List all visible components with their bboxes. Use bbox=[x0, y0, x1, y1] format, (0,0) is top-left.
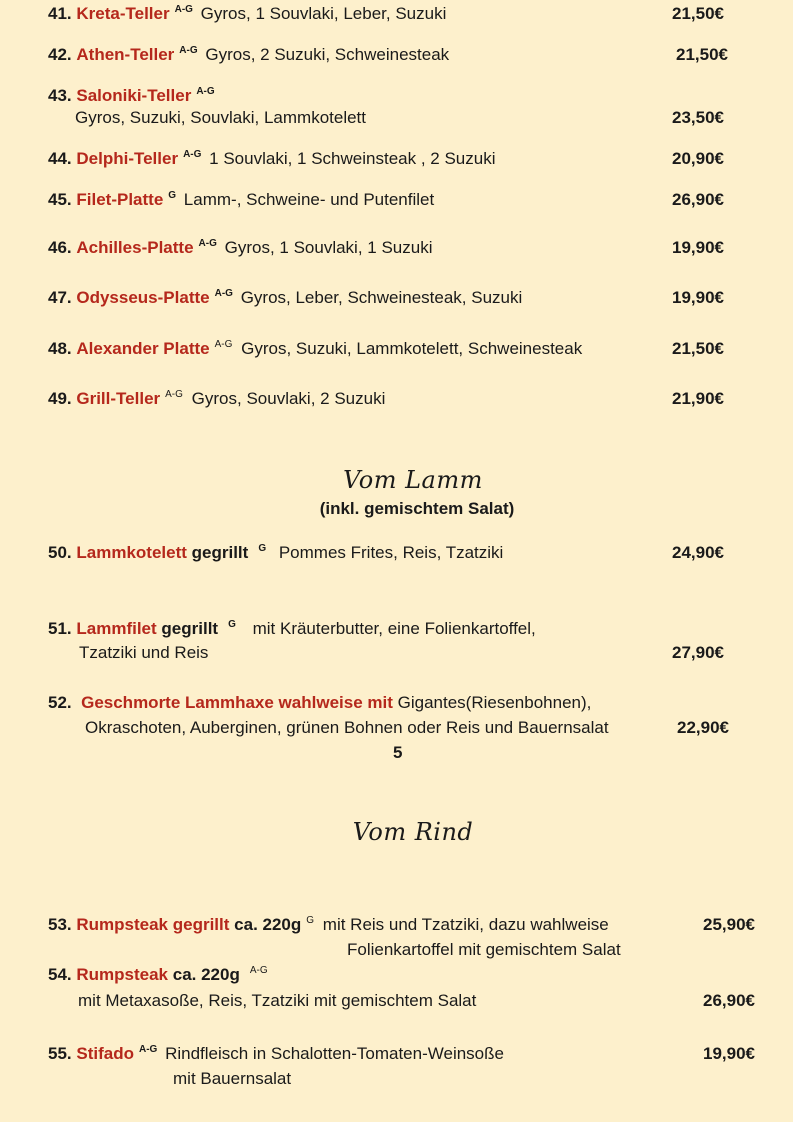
menu-item-44: 44. Delphi-Teller $^{A-G}$ 1 Souvlaki, 1 Schweinsteak , 2 Suzuki bbox=[48, 149, 496, 168]
dish-name: Geschmorte Lammhaxe wahlweise mit bbox=[81, 693, 393, 712]
allergen-marker: A-G bbox=[165, 389, 183, 400]
allergen-marker: A-G bbox=[249, 965, 268, 976]
dish-description: Gigantes(Riesenbohnen), bbox=[397, 693, 592, 712]
menu-item-41: 41. Kreta-Teller $^{A-G}$ Gyros, 1 Souvlaki, Leber, Suzuki bbox=[48, 4, 447, 23]
dish-description: mit Reis und Tzatziki, dazu wahlweise bbox=[322, 915, 609, 934]
price-50: 24,90€ bbox=[672, 543, 724, 562]
price-55: 19,90€ bbox=[703, 1044, 755, 1063]
price-42: 21,50€ bbox=[676, 45, 728, 64]
menu-item-49: 49. Grill-Teller $^{A-G}$ Gyros, Souvlaki, 2 Suzuki bbox=[48, 389, 386, 408]
price-54: 26,90€ bbox=[703, 991, 755, 1010]
dish-description: Gyros, 2 Suzuki, Schweinesteak bbox=[205, 45, 450, 64]
dish-name: Athen-Teller bbox=[76, 45, 175, 64]
dish-name: Achilles-Platte bbox=[76, 238, 194, 257]
dish-description: Gyros, Suzuki, Lammkotelett, Schweinesteak bbox=[241, 339, 583, 358]
menu-item-53: 53. Rumpsteak gegrillt ca. 220g $^G$ mit Reis und Tzatziki, dazu wahlweise bbox=[48, 915, 609, 934]
allergen-marker: A-G bbox=[198, 238, 217, 249]
dish-description-43: Gyros, Suzuki, Souvlaki, Lammkotelett bbox=[75, 108, 367, 127]
menu-item-55: 55. Stifado $^{A-G}$ Rindfleisch in Schalotten-Tomaten-Weinsoße bbox=[48, 1044, 504, 1063]
dish-description: Gyros, 1 Souvlaki, 1 Suzuki bbox=[224, 238, 433, 257]
price-49: 21,90€ bbox=[672, 389, 724, 408]
dish-description: Rindfleisch in Schalotten-Tomaten-Weinsoße bbox=[165, 1044, 504, 1063]
dish-name: Saloniki-Teller bbox=[76, 86, 192, 105]
dish-name: Odysseus-Platte bbox=[76, 288, 210, 307]
menu-item-42: 42. Athen-Teller $^{A-G}$ Gyros, 2 Suzuki, Schweinesteak bbox=[48, 45, 450, 64]
dish-description: Pommes Frites, Reis, Tzatziki bbox=[278, 543, 504, 562]
menu-item-54: 54. Rumpsteak ca. 220g $^{A-G}$ bbox=[48, 965, 268, 984]
dish-description-53b: Folienkartoffel mit gemischtem Salat bbox=[347, 940, 621, 959]
allergen-marker: G bbox=[306, 915, 315, 926]
dish-name: Delphi-Teller bbox=[76, 149, 179, 168]
dish-name: Grill-Teller bbox=[76, 389, 161, 408]
menu-item-52: 52. Geschmorte Lammhaxe wahlweise mit Gigantes(Riesenbohnen), bbox=[48, 693, 592, 712]
price-47: 19,90€ bbox=[672, 288, 724, 307]
dish-name: Filet-Platte bbox=[76, 190, 164, 209]
dish-name: Alexander Platte bbox=[76, 339, 210, 358]
menu-item-46: 46. Achilles-Platte $^{A-G}$ Gyros, 1 Souvlaki, 1 Suzuki bbox=[48, 238, 433, 257]
dish-name: Kreta-Teller bbox=[76, 4, 170, 23]
allergen-marker: A-G bbox=[214, 288, 233, 299]
dish-description: 1 Souvlaki, 1 Schweinsteak , 2 Suzuki bbox=[209, 149, 496, 168]
dish-description-55b: mit Bauernsalat bbox=[173, 1069, 292, 1088]
dish-name: Rumpsteak gegrillt bbox=[76, 915, 230, 934]
menu-item-50: 50. Lammkotelett gegrillt $^G$ Pommes Frites, Reis, Tzatziki bbox=[48, 543, 504, 562]
dish-description: Gyros, Souvlaki, 2 Suzuki bbox=[191, 389, 386, 408]
dish-description: Gyros, 1 Souvlaki, Leber, Suzuki bbox=[200, 4, 447, 23]
section-heading-rind: Vom Rind bbox=[352, 818, 474, 846]
price-48: 21,50€ bbox=[672, 339, 724, 358]
page-number: 5 bbox=[393, 743, 403, 762]
price-43: 23,50€ bbox=[672, 108, 724, 127]
price-45: 26,90€ bbox=[672, 190, 724, 209]
allergen-marker: A-G bbox=[183, 149, 202, 160]
allergen-marker: A-G bbox=[196, 86, 215, 97]
menu-item-51: 51. Lammfilet gegrillt $^G$ mit Kräuterbutter, eine Folienkartoffel, bbox=[48, 619, 536, 638]
allergen-marker: A-G bbox=[174, 4, 193, 15]
dish-description-54: mit Metaxasoße, Reis, Tzatziki mit gemischtem Salat bbox=[78, 991, 477, 1010]
dish-name: Lammfilet bbox=[76, 619, 157, 638]
dish-name: Lammkotelett bbox=[76, 543, 187, 562]
menu-item-47: 47. Odysseus-Platte $^{A-G}$ Gyros, Leber, Schweinesteak, Suzuki bbox=[48, 288, 523, 307]
price-52: 22,90€ bbox=[677, 718, 729, 737]
allergen-marker: G bbox=[258, 543, 267, 554]
menu-item-48: 48. Alexander Platte $^{A-G}$ Gyros, Suzuki, Lammkotelett, Schweinesteak bbox=[48, 339, 583, 358]
allergen-marker: G bbox=[228, 619, 236, 630]
price-46: 19,90€ bbox=[672, 238, 724, 257]
menu-item-45: 45. Filet-Platte $^G$ Lamm-, Schweine- und Putenfilet bbox=[48, 190, 435, 209]
dish-description-51b: Tzatziki und Reis bbox=[79, 643, 209, 662]
dish-description: mit Kräuterbutter, eine Folienkartoffel, bbox=[252, 619, 536, 638]
section-subheading-lamm: (inkl. gemischtem Salat) bbox=[319, 499, 515, 518]
menu-item-43: 43. Saloniki-Teller $^{A-G}$ bbox=[48, 86, 215, 105]
dish-description: Gyros, Leber, Schweinesteak, Suzuki bbox=[240, 288, 523, 307]
allergen-marker: A-G bbox=[138, 1044, 158, 1055]
allergen-marker: A-G bbox=[214, 339, 233, 350]
price-53: 25,90€ bbox=[703, 915, 755, 934]
dish-name: Stifado bbox=[76, 1044, 134, 1063]
dish-description: Lamm-, Schweine- und Putenfilet bbox=[183, 190, 435, 209]
allergen-marker: G bbox=[168, 190, 177, 201]
dish-description-52b: Okraschoten, Auberginen, grünen Bohnen oder Reis und Bauernsalat bbox=[85, 718, 609, 737]
allergen-marker: A-G bbox=[179, 45, 198, 56]
price-41: 21,50€ bbox=[672, 4, 724, 23]
section-heading-lamm: Vom Lamm bbox=[343, 466, 483, 494]
price-44: 20,90€ bbox=[672, 149, 724, 168]
dish-name: Rumpsteak bbox=[76, 965, 169, 984]
price-51: 27,90€ bbox=[672, 643, 724, 662]
